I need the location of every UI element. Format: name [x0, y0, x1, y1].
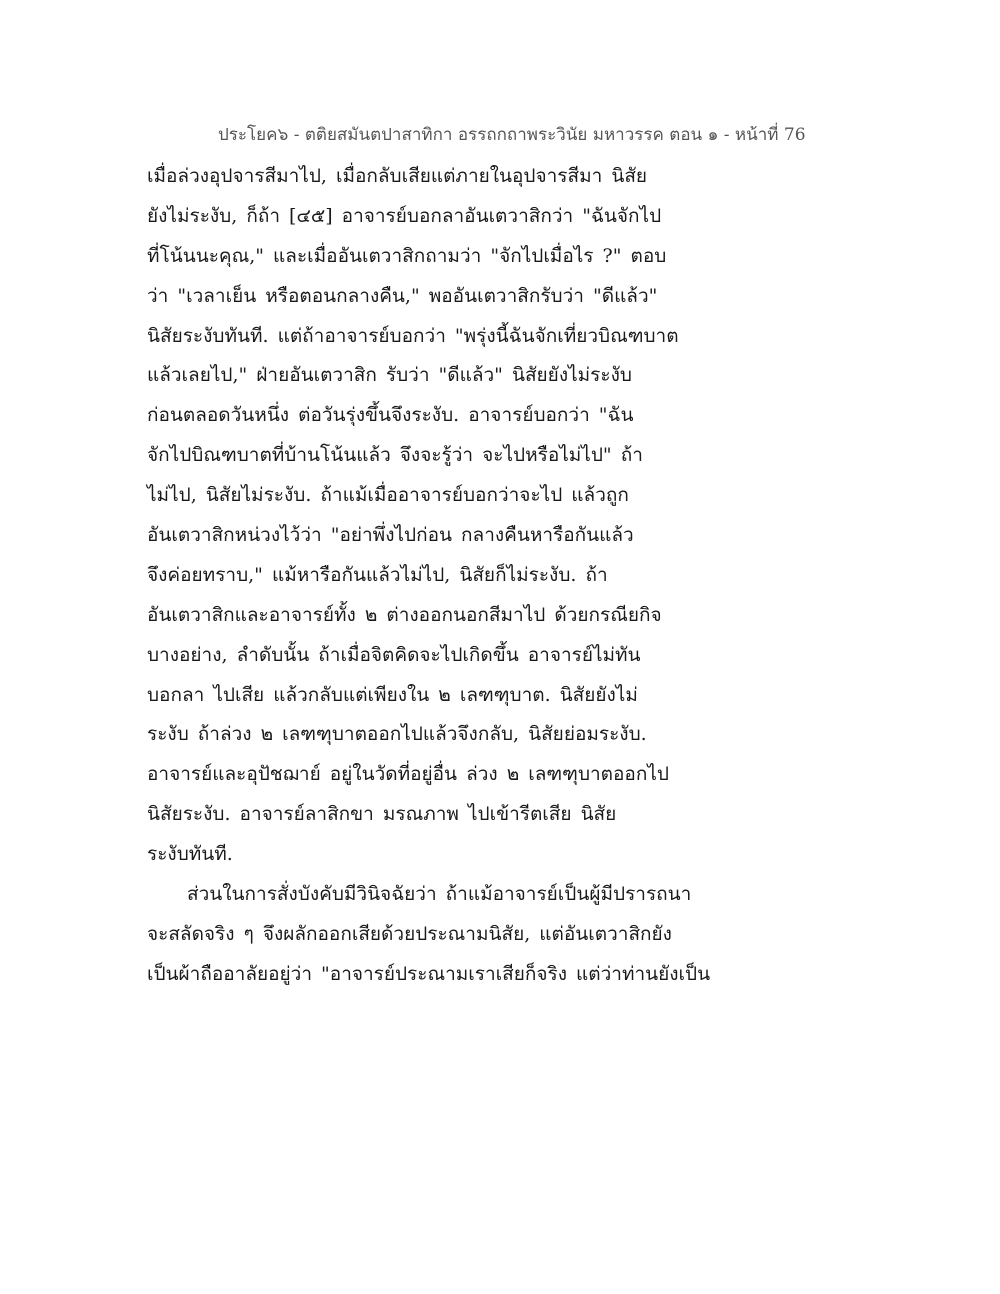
text-line: บอกลา ไปเสีย แล้วกลับแต่เพียงใน ๒ เลฑฑุบาต. นิสัยยังไม่ — [147, 683, 638, 706]
text-line: แล้วเลยไป," ฝ่ายอันเตวาสิก รับว่า "ดีแล้ว" นิสัยยังไม่ระงับ — [147, 364, 632, 387]
text-line: ยังไม่ระงับ, ก็ถ้า [๔๕] อาจารย์บอกลาอันเตวาสิกว่า "ฉันจักไป — [147, 204, 662, 227]
text-line: จะสลัดจริง ๆ จึงผลักออกเสียด้วยประณามนิสัย, แต่อันเตวาสิกยัง — [147, 922, 672, 945]
paragraph-first-line: ส่วนในการสั่งบังคับมีวินิจฉัยว่า ถ้าแม้อาจารย์เป็นผู้มีปรารถนา — [187, 883, 692, 906]
text-line: จึงค่อยทราบ," แม้หารือกันแล้วไม่ไป, นิสัยก็ไม่ระงับ. ถ้า — [147, 563, 608, 586]
text-line: บางอย่าง, ลำดับนั้น ถ้าเมื่อจิตคิดจะไปเกิดขึ้น อาจารย์ไม่ทัน — [147, 643, 641, 666]
text-line: อันเตวาสิกหน่วงไว้ว่า "อย่าพึ่งไปก่อน กลางคืนหารือกันแล้ว — [147, 524, 634, 547]
text-line: ระงับ ถ้าล่วง ๒ เลฑฑุบาตออกไปแล้วจึงกลับ, นิสัยย่อมระงับ. — [147, 723, 647, 746]
text-line: นิสัยระงับ. อาจารย์ลาสิกขา มรณภาพ ไปเข้ารีตเสีย นิสัย — [147, 803, 617, 826]
text-line: ไม่ไป, นิสัยไม่ระงับ. ถ้าแม้เมื่ออาจารย์บอกว่าจะไป แล้วถูก — [147, 484, 629, 507]
body-text — [147, 157, 747, 995]
text-line: อาจารย์และอุปัชฌาย์ อยู่ในวัดที่อยู่อื่น ล่วง ๒ เลฑฑุบาตออกไป — [147, 763, 669, 786]
text-line: ก่อนตลอดวันหนึ่ง ต่อวันรุ่งขึ้นจึงระงับ. อาจารย์บอกว่า "ฉัน — [147, 404, 634, 427]
text-line: จักไปบิณฑบาตที่บ้านโน้นแล้ว จึงจะรู้ว่า จะไปหรือไม่ไป" ถ้า — [147, 444, 643, 467]
text-line: เป็นผ้าถืออาลัยอยู่ว่า "อาจารย์ประณามเราเสียก็จริง แต่ว่าท่านยังเป็น — [147, 962, 711, 985]
text-line: ว่า "เวลาเย็น หรือตอนกลางคืน," พออันเตวาสิกรับว่า "ดีแล้ว" — [147, 284, 658, 307]
text-line: ที่โน้นนะคุณ," และเมื่ออันเตวาสิกถามว่า "จักไปเมื่อไร ?" ตอบ — [147, 244, 667, 267]
text-line: ระงับทันที. — [147, 843, 233, 866]
page-header: ประโยค๖ - ตติยสมันตปาสาทิกา อรรถกถาพระวินัย มหาวรรค ตอน ๑ - หน้าที่ 76 — [218, 125, 806, 145]
text-line: อันเตวาสิกและอาจารย์ทั้ง ๒ ต่างออกนอกสีมาไป ด้วยกรณียกิจ — [147, 603, 662, 626]
text-line: นิสัยระงับทันที. แต่ถ้าอาจารย์บอกว่า "พรุ่งนี้ฉันจักเที่ยวบิณฑบาต — [147, 324, 679, 347]
text-line: เมื่อล่วงอุปจารสีมาไป, เมื่อกลับเสียแต่ภายในอุปจารสีมา นิสัย — [147, 165, 648, 187]
